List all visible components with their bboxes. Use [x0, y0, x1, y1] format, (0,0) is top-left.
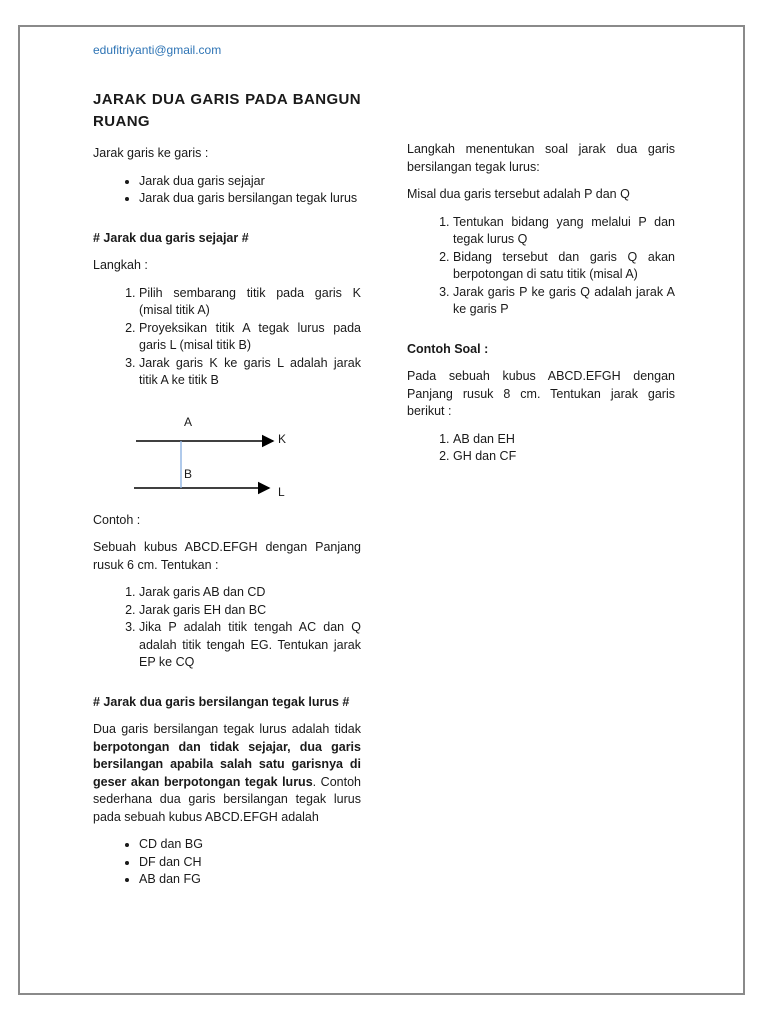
- list-item: • DF dan CH: [139, 854, 361, 872]
- types-list: [93, 173, 361, 208]
- list-item: 1. Tentukan bidang yang melalui P dan tegak lurus Q: [453, 214, 675, 249]
- paragraph-bold: berpotongan dan tidak sejajar, dua garis bersilangan apabila salah satu garisnya di geser akan berpotongan tegak lurus: [93, 739, 361, 789]
- soal-list: [407, 431, 675, 466]
- document-title: JARAK DUA GARIS PADA BANGUN RUANG: [93, 91, 361, 130]
- list-item: • AB dan FG: [139, 871, 361, 889]
- label-b: B: [184, 466, 193, 481]
- paragraph-part: . Contoh sederhana dua garis bersilangan tegak lurus pada sebuah kubus ABCD.EFGH adalah: [93, 774, 361, 824]
- contoh-label: Contoh :: [93, 512, 141, 527]
- list-item: 3. Jika P adalah titik tengah AC dan Q adalah titik tengah EG. Tentukan jarak EP ke CQ: [139, 619, 361, 672]
- paragraph-part: Dua garis bersilangan tegak lurus adalah tidak: [93, 722, 361, 736]
- bersilangan-heading: # Jarak dua garis bersilangan tegak lurus #: [93, 694, 350, 709]
- list-item: 2. Bidang tersebut dan garis Q akan berpotongan di satu titik (misal A): [453, 249, 675, 284]
- misal-text: Misal dua garis tersebut adalah P dan Q: [407, 187, 630, 201]
- label-l: L: [278, 484, 285, 499]
- bersilangan-paragraph: [93, 721, 361, 826]
- label-a: A: [184, 414, 193, 429]
- parallel-lines-diagram: [93, 400, 361, 504]
- left-column: [93, 89, 361, 899]
- list-item: 2. GH dan CF: [453, 448, 675, 466]
- langkah-intro: Langkah menentukan soal jarak dua garis bersilangan tegak lurus:: [407, 142, 675, 174]
- right-steps: [407, 214, 675, 319]
- list-item: 1. Jarak garis AB dan CD: [139, 584, 361, 602]
- langkah-label: Langkah :: [93, 258, 148, 272]
- author-email: edufitriyanti@gmail.com: [93, 43, 222, 57]
- parallel-lines-svg: [93, 400, 361, 504]
- intro-text: Jarak garis ke garis :: [93, 146, 209, 160]
- list-item: 2. Jarak garis EH dan BC: [139, 602, 361, 620]
- list-item: • Jarak dua garis bersilangan tegak lurus: [139, 190, 361, 208]
- list-item: 3. Jarak garis K ke garis L adalah jarak titik A ke titik B: [139, 355, 361, 390]
- right-column: [407, 141, 675, 476]
- label-k: K: [278, 431, 287, 446]
- contoh-list: [93, 584, 361, 672]
- list-item: 1. Pilih sembarang titik pada garis K (misal titik A): [139, 285, 361, 320]
- sejajar-steps: [93, 285, 361, 390]
- sejajar-heading: # Jarak dua garis sejajar #: [93, 230, 249, 245]
- bersilangan-examples: [93, 836, 361, 889]
- contoh-soal-heading: Contoh Soal :: [407, 341, 489, 356]
- list-item: 2. Proyeksikan titik A tegak lurus pada garis L (misal titik B): [139, 320, 361, 355]
- contoh-text: Sebuah kubus ABCD.EFGH dengan Panjang rusuk 6 cm. Tentukan :: [93, 540, 361, 572]
- list-item: 3. Jarak garis P ke garis Q adalah jarak A ke garis P: [453, 284, 675, 319]
- list-item: 1. AB dan EH: [453, 431, 675, 449]
- soal-text: Pada sebuah kubus ABCD.EFGH dengan Panjang rusuk 8 cm. Tentukan jarak garis berikut :: [407, 369, 675, 418]
- list-item: • CD dan BG: [139, 836, 361, 854]
- list-item: • Jarak dua garis sejajar: [139, 173, 361, 191]
